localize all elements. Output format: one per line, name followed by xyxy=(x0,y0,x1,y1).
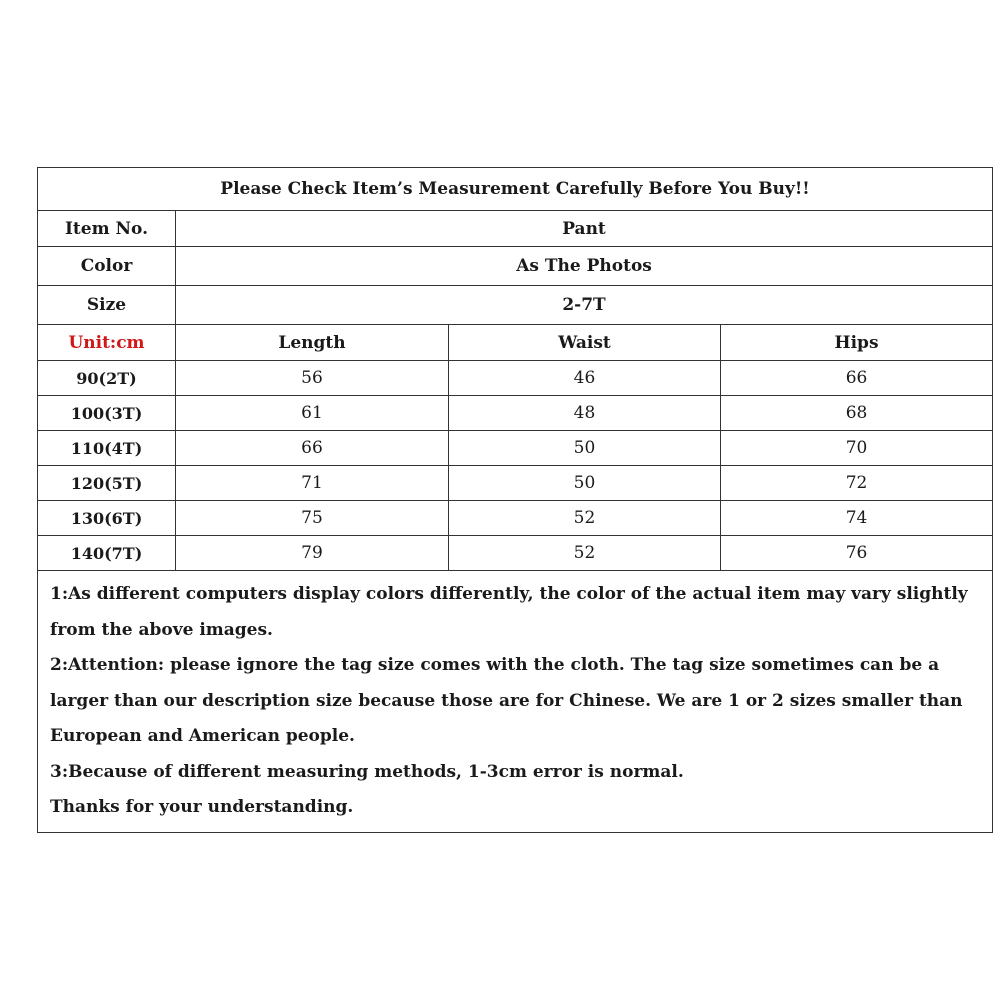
row-length: 61 xyxy=(176,396,449,431)
notes-section xyxy=(38,571,993,833)
item-no-value: Pant xyxy=(176,211,993,247)
color-value: As The Photos xyxy=(176,247,993,286)
row-size: 140(7T) xyxy=(38,536,176,571)
row-size: 120(5T) xyxy=(38,466,176,501)
row-hips: 70 xyxy=(721,431,993,466)
row-hips: 66 xyxy=(721,361,993,396)
column-header-length: Length xyxy=(176,325,449,361)
row-waist: 52 xyxy=(449,501,721,536)
item-no-label: Item No. xyxy=(38,211,176,247)
size-chart-sheet xyxy=(37,167,992,833)
row-size: 100(3T) xyxy=(38,396,176,431)
row-waist: 52 xyxy=(449,536,721,571)
row-hips: 72 xyxy=(721,466,993,501)
note-tag-size: 2:Attention: please ignore the tag size comes with the cloth. The tag size sometimes can be a larger than our description size because those are for Chinese. We are 1 or 2 sizes smaller than European and American people. xyxy=(50,655,963,746)
color-label: Color xyxy=(38,247,176,286)
row-waist: 46 xyxy=(449,361,721,396)
chart-title: Please Check Item’s Measurement Carefully Before You Buy!! xyxy=(38,168,993,211)
table-row xyxy=(38,536,993,571)
column-header-waist: Waist xyxy=(449,325,721,361)
table-row xyxy=(38,501,993,536)
note-measuring: 3:Because of different measuring methods, 1-3cm error is normal. xyxy=(50,761,684,782)
size-label: Size xyxy=(38,286,176,325)
row-hips: 68 xyxy=(721,396,993,431)
row-waist: 50 xyxy=(449,466,721,501)
table-row xyxy=(38,431,993,466)
table-row xyxy=(38,361,993,396)
table-row xyxy=(38,466,993,501)
row-length: 71 xyxy=(176,466,449,501)
row-length: 56 xyxy=(176,361,449,396)
row-size: 130(6T) xyxy=(38,501,176,536)
row-waist: 48 xyxy=(449,396,721,431)
note-colors: 1:As different computers display colors differently, the color of the actual item may vary slightly from the above images. xyxy=(50,584,968,640)
note-thanks: Thanks for your understanding. xyxy=(50,797,354,817)
row-length: 79 xyxy=(176,536,449,571)
column-header-hips: Hips xyxy=(721,325,993,361)
table-row xyxy=(38,396,993,431)
row-size: 110(4T) xyxy=(38,431,176,466)
size-value: 2-7T xyxy=(176,286,993,325)
size-chart-table xyxy=(37,167,993,833)
row-length: 75 xyxy=(176,501,449,536)
row-hips: 74 xyxy=(721,501,993,536)
row-length: 66 xyxy=(176,431,449,466)
unit-label: Unit:cm xyxy=(38,325,176,361)
row-size: 90(2T) xyxy=(38,361,176,396)
row-hips: 76 xyxy=(721,536,993,571)
row-waist: 50 xyxy=(449,431,721,466)
